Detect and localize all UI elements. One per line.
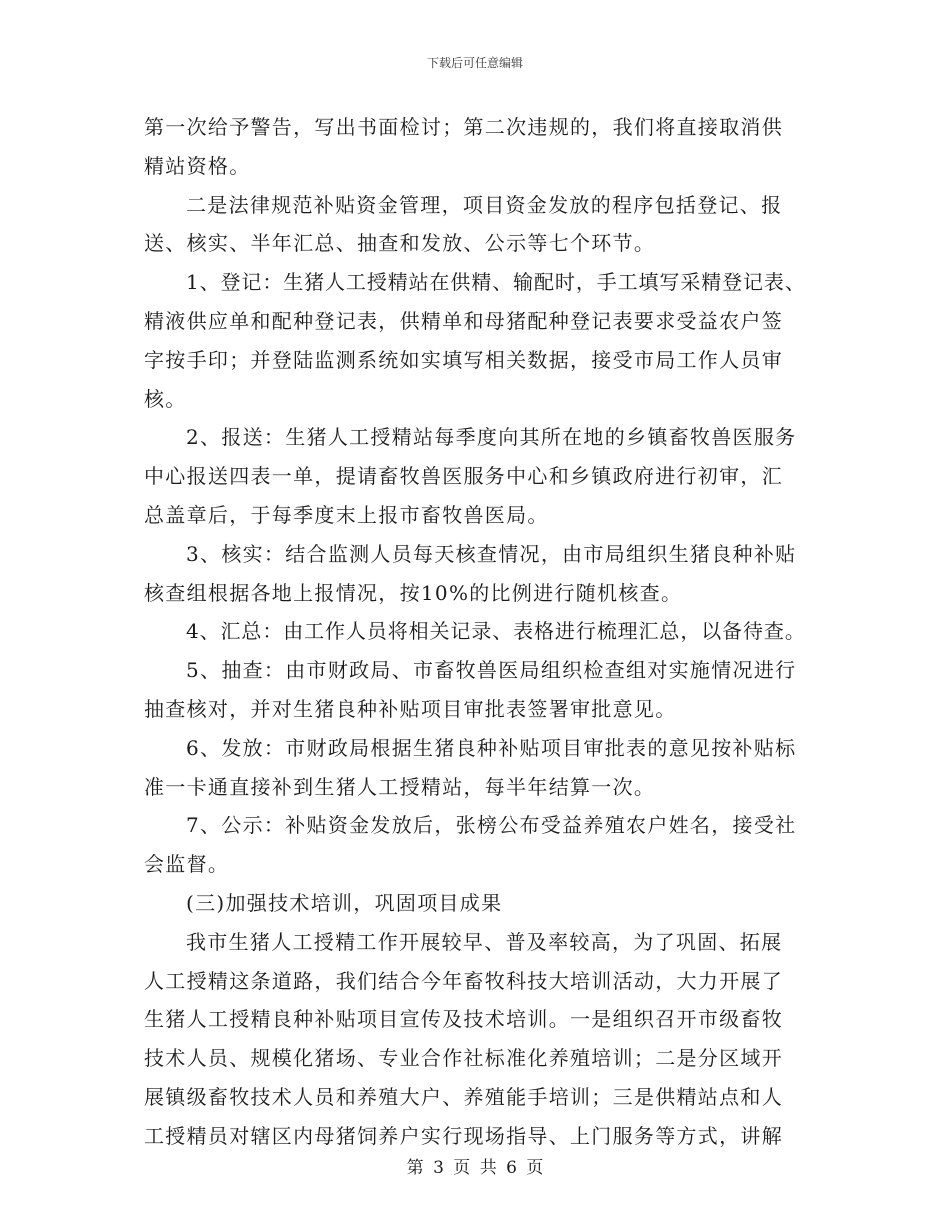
- text-line: 4、汇总：由工作人员将相关记录、表格进行梳理汇总，以备待查。: [186, 619, 806, 644]
- document-body: [144, 108, 806, 1156]
- text-line: 字按手印；并登陆监测系统如实填写相关数据，接受市局工作人员审: [144, 347, 783, 372]
- text-line: 5、抽查：由市财政局、市畜牧兽医局组织检查组对实施情况进行: [186, 658, 797, 683]
- text-line: 准一卡通直接补到生猪人工授精站，每半年结算一次。: [144, 774, 656, 799]
- text-line: (三)加强技术培训，巩固项目成果: [186, 890, 503, 915]
- text-line: 6、发放：市财政局根据生猪良种补贴项目审批表的意见按补贴标: [186, 735, 797, 760]
- text-line: 技术人员、规模化猪场、专业合作社标准化养殖培训；二是分区域开: [144, 1046, 783, 1071]
- text-line: 生猪人工授精良种补贴项目宣传及技术培训。一是组织召开市级畜牧: [144, 1007, 783, 1032]
- text-line: 人工授精这条道路，我们结合今年畜牧科技大培训活动，大力开展了: [144, 968, 783, 993]
- text-line: 精站资格。: [144, 153, 251, 178]
- text-line: 抽查核对，并对生猪良种补贴项目审批表签署审批意见。: [144, 696, 677, 721]
- text-line: 3、核实：结合监测人员每天核查情况，由市局组织生猪良种补贴: [186, 541, 797, 566]
- text-line: 第一次给予警告，写出书面检讨；第二次违规的，我们将直接取消供: [144, 115, 783, 139]
- text-line: 2、报送：生猪人工授精站每季度向其所在地的乡镇畜牧兽医服务: [186, 425, 797, 450]
- text-line: 7、公示：补贴资金发放后，张榜公布受益养殖农户姓名，接受社: [186, 813, 797, 838]
- text-line: 精液供应单和配种登记表，供精单和母猪配种登记表要求受益农户签: [144, 308, 783, 333]
- text-line: 1、登记：生猪人工授精站在供精、输配时，手工填写采精登记表、: [186, 270, 806, 295]
- text-line: 我市生猪人工授精工作开展较早、普及率较高，为了巩固、拓展: [186, 929, 783, 954]
- text-line: 核。: [144, 386, 187, 411]
- page-header: 下载后可任意编辑: [426, 56, 523, 70]
- text-line: 核查组根据各地上报情况，按10%的比例进行随机核查。: [144, 580, 683, 605]
- text-line: 二是法律规范补贴资金管理，项目资金发放的程序包括登记、报: [186, 192, 783, 217]
- text-line: 展镇级畜牧技术人员和养殖大户、养殖能手培训；三是供精站点和人: [144, 1084, 783, 1109]
- text-line: 总盖章后，于每季度末上报市畜牧兽医局。: [144, 502, 549, 527]
- text-line: 会监督。: [144, 852, 230, 877]
- text-line: 工授精员对辖区内母猪饲养户实行现场指导、上门服务等方式，讲解: [144, 1123, 783, 1148]
- page-number: 第 3 页 共 6 页: [406, 1158, 544, 1178]
- text-line: 送、核实、半年汇总、抽查和发放、公示等七个环节。: [144, 231, 656, 256]
- text-line: 中心报送四表一单，提请畜牧兽医服务中心和乡镇政府进行初审，汇: [144, 464, 783, 489]
